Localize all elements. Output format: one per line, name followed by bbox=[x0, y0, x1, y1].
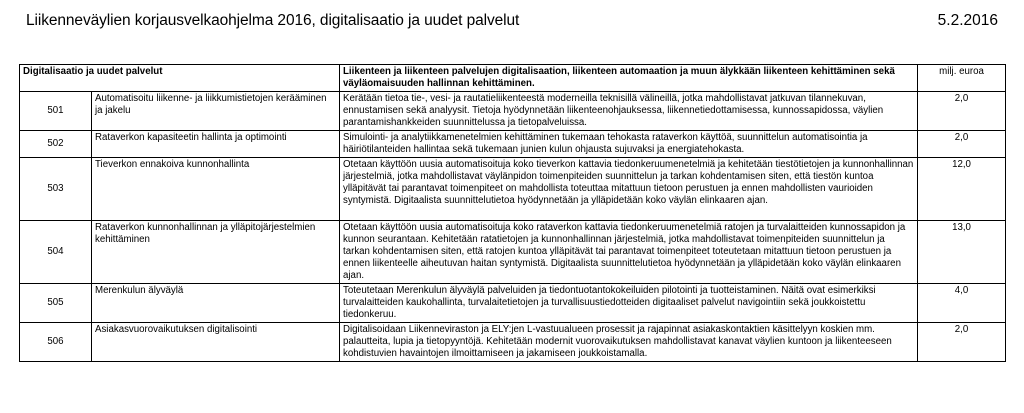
row-name: Rataverkon kunnonhallinnan ja ylläpitojärjestelmien kehittäminen bbox=[92, 221, 340, 284]
table-row bbox=[20, 158, 1006, 221]
table-row bbox=[20, 131, 1006, 158]
row-name: Tieverkon ennakoiva kunnonhallinta bbox=[92, 158, 340, 221]
row-description: Otetaan käyttöön uusia automatisoituja koko tieverkon kattavia tiedonkeruumenetelmiä ja kehitetään tiestötietojen ja kunnonhallinnan järjestelmiä, jotka mahdollistavat väylänpidon toimenpiteiden suunnittelun ja tarkan kohdentamisen siten, että tiestön kuntoa ylläpitävät tai parantavat toimenpiteet on mahdollista toteuttaa mitattuun tietoon perustuen ja ennen mahdollisten vaurioiden syntymistä. Digitaalista suunnittelutietoa hyödynnetään ja ylläpidetään koko väylän elinkaaren ajan. bbox=[340, 158, 918, 221]
row-amount: 2,0 bbox=[918, 323, 1006, 362]
table-row bbox=[20, 221, 1006, 284]
table-header-row bbox=[20, 65, 1006, 92]
program-table bbox=[19, 64, 1006, 362]
document-date: 5.2.2016 bbox=[937, 12, 998, 29]
table-row bbox=[20, 323, 1006, 362]
header-amount: milj. euroa bbox=[918, 65, 1006, 92]
row-id: 504 bbox=[20, 221, 92, 284]
row-name: Automatisoitu liikenne- ja liikkumistietojen kerääminen ja jakelu bbox=[92, 92, 340, 131]
table-row bbox=[20, 92, 1006, 131]
row-id: 505 bbox=[20, 284, 92, 323]
row-amount: 2,0 bbox=[918, 92, 1006, 131]
header-category: Digitalisaatio ja uudet palvelut bbox=[20, 65, 340, 92]
row-amount: 13,0 bbox=[918, 221, 1006, 284]
row-amount: 12,0 bbox=[918, 158, 1006, 221]
row-name: Asiakasvuorovaikutuksen digitalisointi bbox=[92, 323, 340, 362]
row-amount: 2,0 bbox=[918, 131, 1006, 158]
row-name: Merenkulun älyväylä bbox=[92, 284, 340, 323]
row-description: Kerätään tietoa tie-, vesi- ja rautatieliikenteestä moderneilla teknisillä välineillä, jotka mahdollistavat jatkuvan tilannekuvan, ennustamisen sekä analyysit. Tietoja hyödynnetään liikenteenohjauksessa, liikennetiedottamisessa, kunnossapidossa, väylien parantamishankkeiden suunnittelussa ja tietopalveluissa. bbox=[340, 92, 918, 131]
row-description: Digitalisoidaan Liikenneviraston ja ELY:jen L-vastuualueen prosessit ja rajapinnat asiakaskontaktien käsittelyyn koskien mm. palautteita, lupia ja tietopyyntöjä. Kehitetään modernit vuorovaikutuksen mahdollistavat kanavat väylien kuntoon ja liikenteeseen kohdistuvien havaintojen ilmoittamiseen ja jakamiseen joukkoistamalla. bbox=[340, 323, 918, 362]
row-id: 503 bbox=[20, 158, 92, 221]
header-description: Liikenteen ja liikenteen palvelujen digitalisaation, liikenteen automaation ja muun älykkään liikenteen kehittäminen sekä väyläomaisuuden hallinnan kehittäminen. bbox=[340, 65, 918, 92]
row-id: 501 bbox=[20, 92, 92, 131]
table-row bbox=[20, 284, 1006, 323]
row-id: 506 bbox=[20, 323, 92, 362]
row-description: Simulointi- ja analytiikkamenetelmien kehittäminen tukemaan tehokasta rataverkon käyttöä, suunnittelun automatisointia ja häiriötilanteiden hallintaa sekä tukemaan junien kulun ohjausta sujuvaksi ja energiatehokasta. bbox=[340, 131, 918, 158]
row-amount: 4,0 bbox=[918, 284, 1006, 323]
row-description: Otetaan käyttöön uusia automatisoituja koko rataverkon kattavia tiedonkeruumenetelmiä ratojen ja turvalaitteiden kunnossapidon ja kunnon seurantaan. Kehitetään ratatietojen ja kunnonhallinnan järjestelmiä, jotka mahdollistavat toimenpiteiden suunnittelun ja tarkan kohdentamisen siten, että ratojen kuntoa ylläpitävät tai parantavat toimenpiteet toteutetaan mitattuun tietoon perustuen ja ennen liikenteelle aiheutuvan haitan syntymistä. Digitaalista suunnittelutietoa hyödynnetään ja ylläpidetään koko väylän elinkaaren ajan. bbox=[340, 221, 918, 284]
row-id: 502 bbox=[20, 131, 92, 158]
row-description: Toteutetaan Merenkulun älyväylä palveluiden ja tiedontuotantokokeiluiden pilotointi ja tuotteistaminen. Näitä ovat esimerkiksi turvalaitteiden kaukohallinta, turvalaitetietojen ja turvallisuustiedotteiden digitaaliset palvelut navigointiin sekä joukkoistettu tiedonkeruu. bbox=[340, 284, 918, 323]
document-title: Liikenneväylien korjausvelkaohjelma 2016, digitalisaatio ja uudet palvelut bbox=[26, 12, 520, 29]
row-name: Rataverkon kapasiteetin hallinta ja optimointi bbox=[92, 131, 340, 158]
